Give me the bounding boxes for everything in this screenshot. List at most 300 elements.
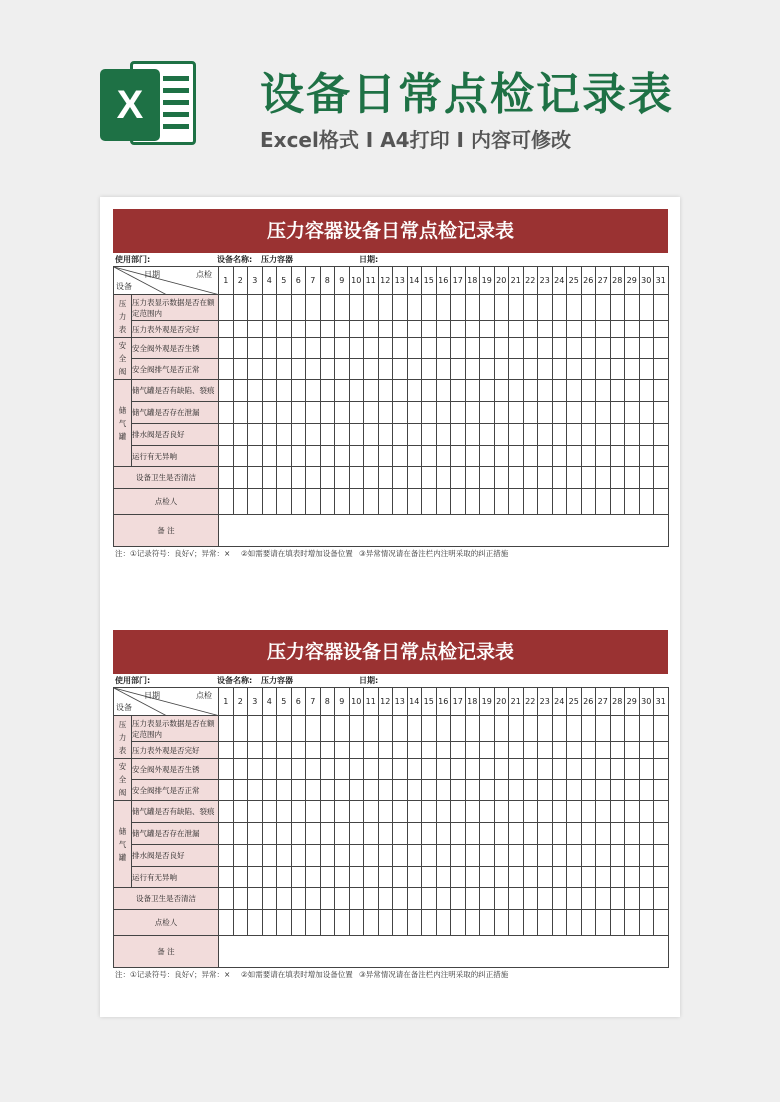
check-cell[interactable]	[320, 759, 335, 780]
check-cell[interactable]	[407, 801, 422, 823]
check-cell[interactable]	[581, 380, 596, 402]
check-cell[interactable]	[291, 338, 306, 359]
check-cell[interactable]	[306, 759, 321, 780]
check-cell[interactable]	[335, 823, 350, 845]
check-cell[interactable]	[233, 910, 248, 936]
check-cell[interactable]	[378, 823, 393, 845]
check-cell[interactable]	[509, 823, 524, 845]
check-cell[interactable]	[509, 910, 524, 936]
check-cell[interactable]	[277, 402, 292, 424]
check-cell[interactable]	[494, 338, 509, 359]
check-cell[interactable]	[233, 716, 248, 742]
check-cell[interactable]	[291, 424, 306, 446]
check-cell[interactable]	[335, 295, 350, 321]
check-cell[interactable]	[364, 780, 379, 801]
check-cell[interactable]	[596, 446, 611, 467]
check-cell[interactable]	[552, 823, 567, 845]
check-cell[interactable]	[581, 867, 596, 888]
check-cell[interactable]	[610, 321, 625, 338]
check-cell[interactable]	[378, 780, 393, 801]
check-cell[interactable]	[494, 467, 509, 489]
check-cell[interactable]	[552, 446, 567, 467]
check-cell[interactable]	[248, 888, 263, 910]
check-cell[interactable]	[509, 338, 524, 359]
check-cell[interactable]	[523, 888, 538, 910]
check-cell[interactable]	[610, 716, 625, 742]
check-cell[interactable]	[364, 845, 379, 867]
check-cell[interactable]	[596, 801, 611, 823]
check-cell[interactable]	[422, 295, 437, 321]
check-cell[interactable]	[320, 910, 335, 936]
check-cell[interactable]	[291, 845, 306, 867]
check-cell[interactable]	[277, 489, 292, 515]
check-cell[interactable]	[248, 716, 263, 742]
check-cell[interactable]	[451, 321, 466, 338]
check-cell[interactable]	[393, 910, 408, 936]
check-cell[interactable]	[422, 888, 437, 910]
check-cell[interactable]	[407, 716, 422, 742]
check-cell[interactable]	[306, 910, 321, 936]
check-cell[interactable]	[625, 742, 640, 759]
check-cell[interactable]	[581, 402, 596, 424]
check-cell[interactable]	[248, 910, 263, 936]
check-cell[interactable]	[523, 446, 538, 467]
check-cell[interactable]	[654, 910, 669, 936]
check-cell[interactable]	[552, 759, 567, 780]
check-cell[interactable]	[581, 716, 596, 742]
check-cell[interactable]	[407, 359, 422, 380]
check-cell[interactable]	[538, 716, 553, 742]
check-cell[interactable]	[233, 759, 248, 780]
check-cell[interactable]	[219, 338, 234, 359]
check-cell[interactable]	[233, 321, 248, 338]
check-cell[interactable]	[306, 424, 321, 446]
check-cell[interactable]	[277, 759, 292, 780]
check-cell[interactable]	[451, 759, 466, 780]
check-cell[interactable]	[552, 467, 567, 489]
check-cell[interactable]	[233, 467, 248, 489]
check-cell[interactable]	[552, 867, 567, 888]
check-cell[interactable]	[262, 759, 277, 780]
check-cell[interactable]	[422, 424, 437, 446]
check-cell[interactable]	[436, 338, 451, 359]
check-cell[interactable]	[465, 467, 480, 489]
check-cell[interactable]	[465, 742, 480, 759]
check-cell[interactable]	[248, 446, 263, 467]
check-cell[interactable]	[610, 742, 625, 759]
check-cell[interactable]	[567, 321, 582, 338]
check-cell[interactable]	[509, 402, 524, 424]
check-cell[interactable]	[436, 780, 451, 801]
check-cell[interactable]	[306, 845, 321, 867]
check-cell[interactable]	[625, 380, 640, 402]
check-cell[interactable]	[349, 759, 364, 780]
check-cell[interactable]	[407, 338, 422, 359]
check-cell[interactable]	[480, 867, 495, 888]
check-cell[interactable]	[494, 489, 509, 515]
check-cell[interactable]	[581, 845, 596, 867]
check-cell[interactable]	[407, 823, 422, 845]
check-cell[interactable]	[625, 867, 640, 888]
check-cell[interactable]	[538, 380, 553, 402]
check-cell[interactable]	[538, 321, 553, 338]
check-cell[interactable]	[494, 716, 509, 742]
check-cell[interactable]	[639, 867, 654, 888]
check-cell[interactable]	[320, 338, 335, 359]
check-cell[interactable]	[219, 823, 234, 845]
check-cell[interactable]	[523, 402, 538, 424]
check-cell[interactable]	[277, 716, 292, 742]
check-cell[interactable]	[610, 845, 625, 867]
check-cell[interactable]	[349, 295, 364, 321]
check-cell[interactable]	[625, 716, 640, 742]
check-cell[interactable]	[233, 295, 248, 321]
check-cell[interactable]	[262, 446, 277, 467]
check-cell[interactable]	[480, 338, 495, 359]
check-cell[interactable]	[306, 867, 321, 888]
check-cell[interactable]	[262, 402, 277, 424]
check-cell[interactable]	[494, 888, 509, 910]
check-cell[interactable]	[306, 467, 321, 489]
check-cell[interactable]	[538, 845, 553, 867]
check-cell[interactable]	[480, 359, 495, 380]
check-cell[interactable]	[233, 888, 248, 910]
check-cell[interactable]	[378, 489, 393, 515]
check-cell[interactable]	[567, 424, 582, 446]
check-cell[interactable]	[407, 446, 422, 467]
check-cell[interactable]	[378, 446, 393, 467]
check-cell[interactable]	[596, 402, 611, 424]
check-cell[interactable]	[654, 759, 669, 780]
check-cell[interactable]	[320, 446, 335, 467]
check-cell[interactable]	[393, 295, 408, 321]
check-cell[interactable]	[349, 742, 364, 759]
check-cell[interactable]	[349, 467, 364, 489]
check-cell[interactable]	[610, 759, 625, 780]
check-cell[interactable]	[567, 888, 582, 910]
check-cell[interactable]	[465, 489, 480, 515]
check-cell[interactable]	[509, 321, 524, 338]
remarks-field[interactable]	[219, 515, 669, 547]
check-cell[interactable]	[465, 380, 480, 402]
check-cell[interactable]	[393, 380, 408, 402]
check-cell[interactable]	[378, 867, 393, 888]
check-cell[interactable]	[625, 467, 640, 489]
check-cell[interactable]	[262, 823, 277, 845]
check-cell[interactable]	[480, 321, 495, 338]
check-cell[interactable]	[422, 467, 437, 489]
check-cell[interactable]	[610, 402, 625, 424]
check-cell[interactable]	[219, 295, 234, 321]
check-cell[interactable]	[451, 910, 466, 936]
check-cell[interactable]	[538, 801, 553, 823]
check-cell[interactable]	[480, 295, 495, 321]
check-cell[interactable]	[422, 867, 437, 888]
check-cell[interactable]	[335, 716, 350, 742]
check-cell[interactable]	[248, 321, 263, 338]
check-cell[interactable]	[480, 801, 495, 823]
check-cell[interactable]	[378, 910, 393, 936]
check-cell[interactable]	[378, 759, 393, 780]
check-cell[interactable]	[596, 321, 611, 338]
check-cell[interactable]	[494, 801, 509, 823]
check-cell[interactable]	[262, 867, 277, 888]
check-cell[interactable]	[509, 742, 524, 759]
check-cell[interactable]	[320, 424, 335, 446]
check-cell[interactable]	[523, 845, 538, 867]
check-cell[interactable]	[538, 446, 553, 467]
check-cell[interactable]	[233, 489, 248, 515]
check-cell[interactable]	[349, 888, 364, 910]
check-cell[interactable]	[480, 845, 495, 867]
check-cell[interactable]	[407, 910, 422, 936]
check-cell[interactable]	[639, 424, 654, 446]
check-cell[interactable]	[364, 888, 379, 910]
check-cell[interactable]	[494, 446, 509, 467]
check-cell[interactable]	[219, 424, 234, 446]
check-cell[interactable]	[219, 716, 234, 742]
check-cell[interactable]	[480, 910, 495, 936]
check-cell[interactable]	[567, 910, 582, 936]
check-cell[interactable]	[509, 424, 524, 446]
check-cell[interactable]	[567, 867, 582, 888]
check-cell[interactable]	[610, 424, 625, 446]
check-cell[interactable]	[596, 910, 611, 936]
check-cell[interactable]	[610, 467, 625, 489]
check-cell[interactable]	[654, 888, 669, 910]
check-cell[interactable]	[465, 823, 480, 845]
check-cell[interactable]	[277, 910, 292, 936]
check-cell[interactable]	[378, 338, 393, 359]
check-cell[interactable]	[335, 321, 350, 338]
check-cell[interactable]	[509, 759, 524, 780]
check-cell[interactable]	[538, 338, 553, 359]
check-cell[interactable]	[654, 402, 669, 424]
check-cell[interactable]	[364, 489, 379, 515]
check-cell[interactable]	[335, 359, 350, 380]
check-cell[interactable]	[291, 867, 306, 888]
check-cell[interactable]	[596, 823, 611, 845]
check-cell[interactable]	[306, 338, 321, 359]
check-cell[interactable]	[625, 910, 640, 936]
check-cell[interactable]	[349, 489, 364, 515]
check-cell[interactable]	[451, 801, 466, 823]
check-cell[interactable]	[233, 446, 248, 467]
check-cell[interactable]	[349, 359, 364, 380]
check-cell[interactable]	[567, 780, 582, 801]
check-cell[interactable]	[378, 467, 393, 489]
check-cell[interactable]	[436, 359, 451, 380]
check-cell[interactable]	[320, 867, 335, 888]
check-cell[interactable]	[567, 359, 582, 380]
check-cell[interactable]	[219, 742, 234, 759]
check-cell[interactable]	[233, 359, 248, 380]
check-cell[interactable]	[436, 321, 451, 338]
check-cell[interactable]	[639, 321, 654, 338]
check-cell[interactable]	[233, 845, 248, 867]
check-cell[interactable]	[538, 780, 553, 801]
check-cell[interactable]	[523, 716, 538, 742]
remarks-field[interactable]	[219, 936, 669, 968]
check-cell[interactable]	[451, 845, 466, 867]
check-cell[interactable]	[393, 489, 408, 515]
check-cell[interactable]	[349, 823, 364, 845]
check-cell[interactable]	[306, 359, 321, 380]
check-cell[interactable]	[581, 823, 596, 845]
check-cell[interactable]	[393, 867, 408, 888]
check-cell[interactable]	[639, 888, 654, 910]
check-cell[interactable]	[610, 823, 625, 845]
check-cell[interactable]	[364, 716, 379, 742]
check-cell[interactable]	[248, 823, 263, 845]
check-cell[interactable]	[277, 867, 292, 888]
check-cell[interactable]	[335, 888, 350, 910]
check-cell[interactable]	[407, 845, 422, 867]
check-cell[interactable]	[494, 759, 509, 780]
check-cell[interactable]	[581, 742, 596, 759]
check-cell[interactable]	[364, 338, 379, 359]
check-cell[interactable]	[277, 321, 292, 338]
check-cell[interactable]	[567, 295, 582, 321]
check-cell[interactable]	[523, 742, 538, 759]
check-cell[interactable]	[509, 295, 524, 321]
check-cell[interactable]	[654, 321, 669, 338]
check-cell[interactable]	[480, 759, 495, 780]
check-cell[interactable]	[654, 823, 669, 845]
check-cell[interactable]	[509, 801, 524, 823]
check-cell[interactable]	[233, 867, 248, 888]
check-cell[interactable]	[639, 742, 654, 759]
check-cell[interactable]	[262, 359, 277, 380]
check-cell[interactable]	[538, 467, 553, 489]
check-cell[interactable]	[248, 402, 263, 424]
check-cell[interactable]	[654, 359, 669, 380]
check-cell[interactable]	[262, 845, 277, 867]
check-cell[interactable]	[219, 910, 234, 936]
check-cell[interactable]	[262, 716, 277, 742]
check-cell[interactable]	[654, 338, 669, 359]
check-cell[interactable]	[465, 338, 480, 359]
check-cell[interactable]	[320, 380, 335, 402]
check-cell[interactable]	[378, 742, 393, 759]
check-cell[interactable]	[610, 446, 625, 467]
check-cell[interactable]	[610, 801, 625, 823]
check-cell[interactable]	[422, 446, 437, 467]
check-cell[interactable]	[552, 338, 567, 359]
check-cell[interactable]	[538, 402, 553, 424]
check-cell[interactable]	[291, 823, 306, 845]
check-cell[interactable]	[465, 321, 480, 338]
check-cell[interactable]	[306, 780, 321, 801]
check-cell[interactable]	[393, 424, 408, 446]
check-cell[interactable]	[407, 888, 422, 910]
check-cell[interactable]	[378, 295, 393, 321]
check-cell[interactable]	[465, 759, 480, 780]
check-cell[interactable]	[219, 359, 234, 380]
check-cell[interactable]	[552, 845, 567, 867]
check-cell[interactable]	[320, 467, 335, 489]
check-cell[interactable]	[625, 295, 640, 321]
check-cell[interactable]	[451, 823, 466, 845]
check-cell[interactable]	[248, 780, 263, 801]
check-cell[interactable]	[364, 801, 379, 823]
check-cell[interactable]	[262, 742, 277, 759]
check-cell[interactable]	[233, 780, 248, 801]
check-cell[interactable]	[639, 801, 654, 823]
check-cell[interactable]	[494, 295, 509, 321]
check-cell[interactable]	[596, 295, 611, 321]
check-cell[interactable]	[407, 402, 422, 424]
check-cell[interactable]	[262, 380, 277, 402]
check-cell[interactable]	[364, 467, 379, 489]
check-cell[interactable]	[436, 446, 451, 467]
check-cell[interactable]	[291, 380, 306, 402]
check-cell[interactable]	[625, 338, 640, 359]
check-cell[interactable]	[233, 424, 248, 446]
check-cell[interactable]	[320, 489, 335, 515]
check-cell[interactable]	[277, 295, 292, 321]
check-cell[interactable]	[552, 910, 567, 936]
check-cell[interactable]	[248, 742, 263, 759]
check-cell[interactable]	[639, 489, 654, 515]
check-cell[interactable]	[306, 888, 321, 910]
check-cell[interactable]	[233, 801, 248, 823]
check-cell[interactable]	[654, 780, 669, 801]
check-cell[interactable]	[509, 780, 524, 801]
check-cell[interactable]	[320, 801, 335, 823]
check-cell[interactable]	[567, 380, 582, 402]
check-cell[interactable]	[654, 801, 669, 823]
check-cell[interactable]	[378, 888, 393, 910]
check-cell[interactable]	[610, 888, 625, 910]
check-cell[interactable]	[581, 780, 596, 801]
check-cell[interactable]	[248, 338, 263, 359]
check-cell[interactable]	[335, 845, 350, 867]
check-cell[interactable]	[306, 801, 321, 823]
check-cell[interactable]	[262, 780, 277, 801]
check-cell[interactable]	[509, 489, 524, 515]
check-cell[interactable]	[552, 321, 567, 338]
check-cell[interactable]	[219, 867, 234, 888]
check-cell[interactable]	[393, 823, 408, 845]
check-cell[interactable]	[407, 380, 422, 402]
check-cell[interactable]	[364, 295, 379, 321]
check-cell[interactable]	[552, 380, 567, 402]
check-cell[interactable]	[480, 780, 495, 801]
check-cell[interactable]	[465, 867, 480, 888]
check-cell[interactable]	[639, 295, 654, 321]
check-cell[interactable]	[596, 716, 611, 742]
check-cell[interactable]	[320, 402, 335, 424]
check-cell[interactable]	[335, 910, 350, 936]
check-cell[interactable]	[393, 888, 408, 910]
check-cell[interactable]	[639, 338, 654, 359]
check-cell[interactable]	[248, 867, 263, 888]
check-cell[interactable]	[494, 910, 509, 936]
check-cell[interactable]	[219, 759, 234, 780]
check-cell[interactable]	[494, 321, 509, 338]
check-cell[interactable]	[306, 823, 321, 845]
check-cell[interactable]	[306, 380, 321, 402]
check-cell[interactable]	[306, 295, 321, 321]
check-cell[interactable]	[364, 321, 379, 338]
check-cell[interactable]	[262, 910, 277, 936]
check-cell[interactable]	[436, 489, 451, 515]
check-cell[interactable]	[654, 867, 669, 888]
check-cell[interactable]	[378, 801, 393, 823]
check-cell[interactable]	[625, 845, 640, 867]
check-cell[interactable]	[393, 446, 408, 467]
